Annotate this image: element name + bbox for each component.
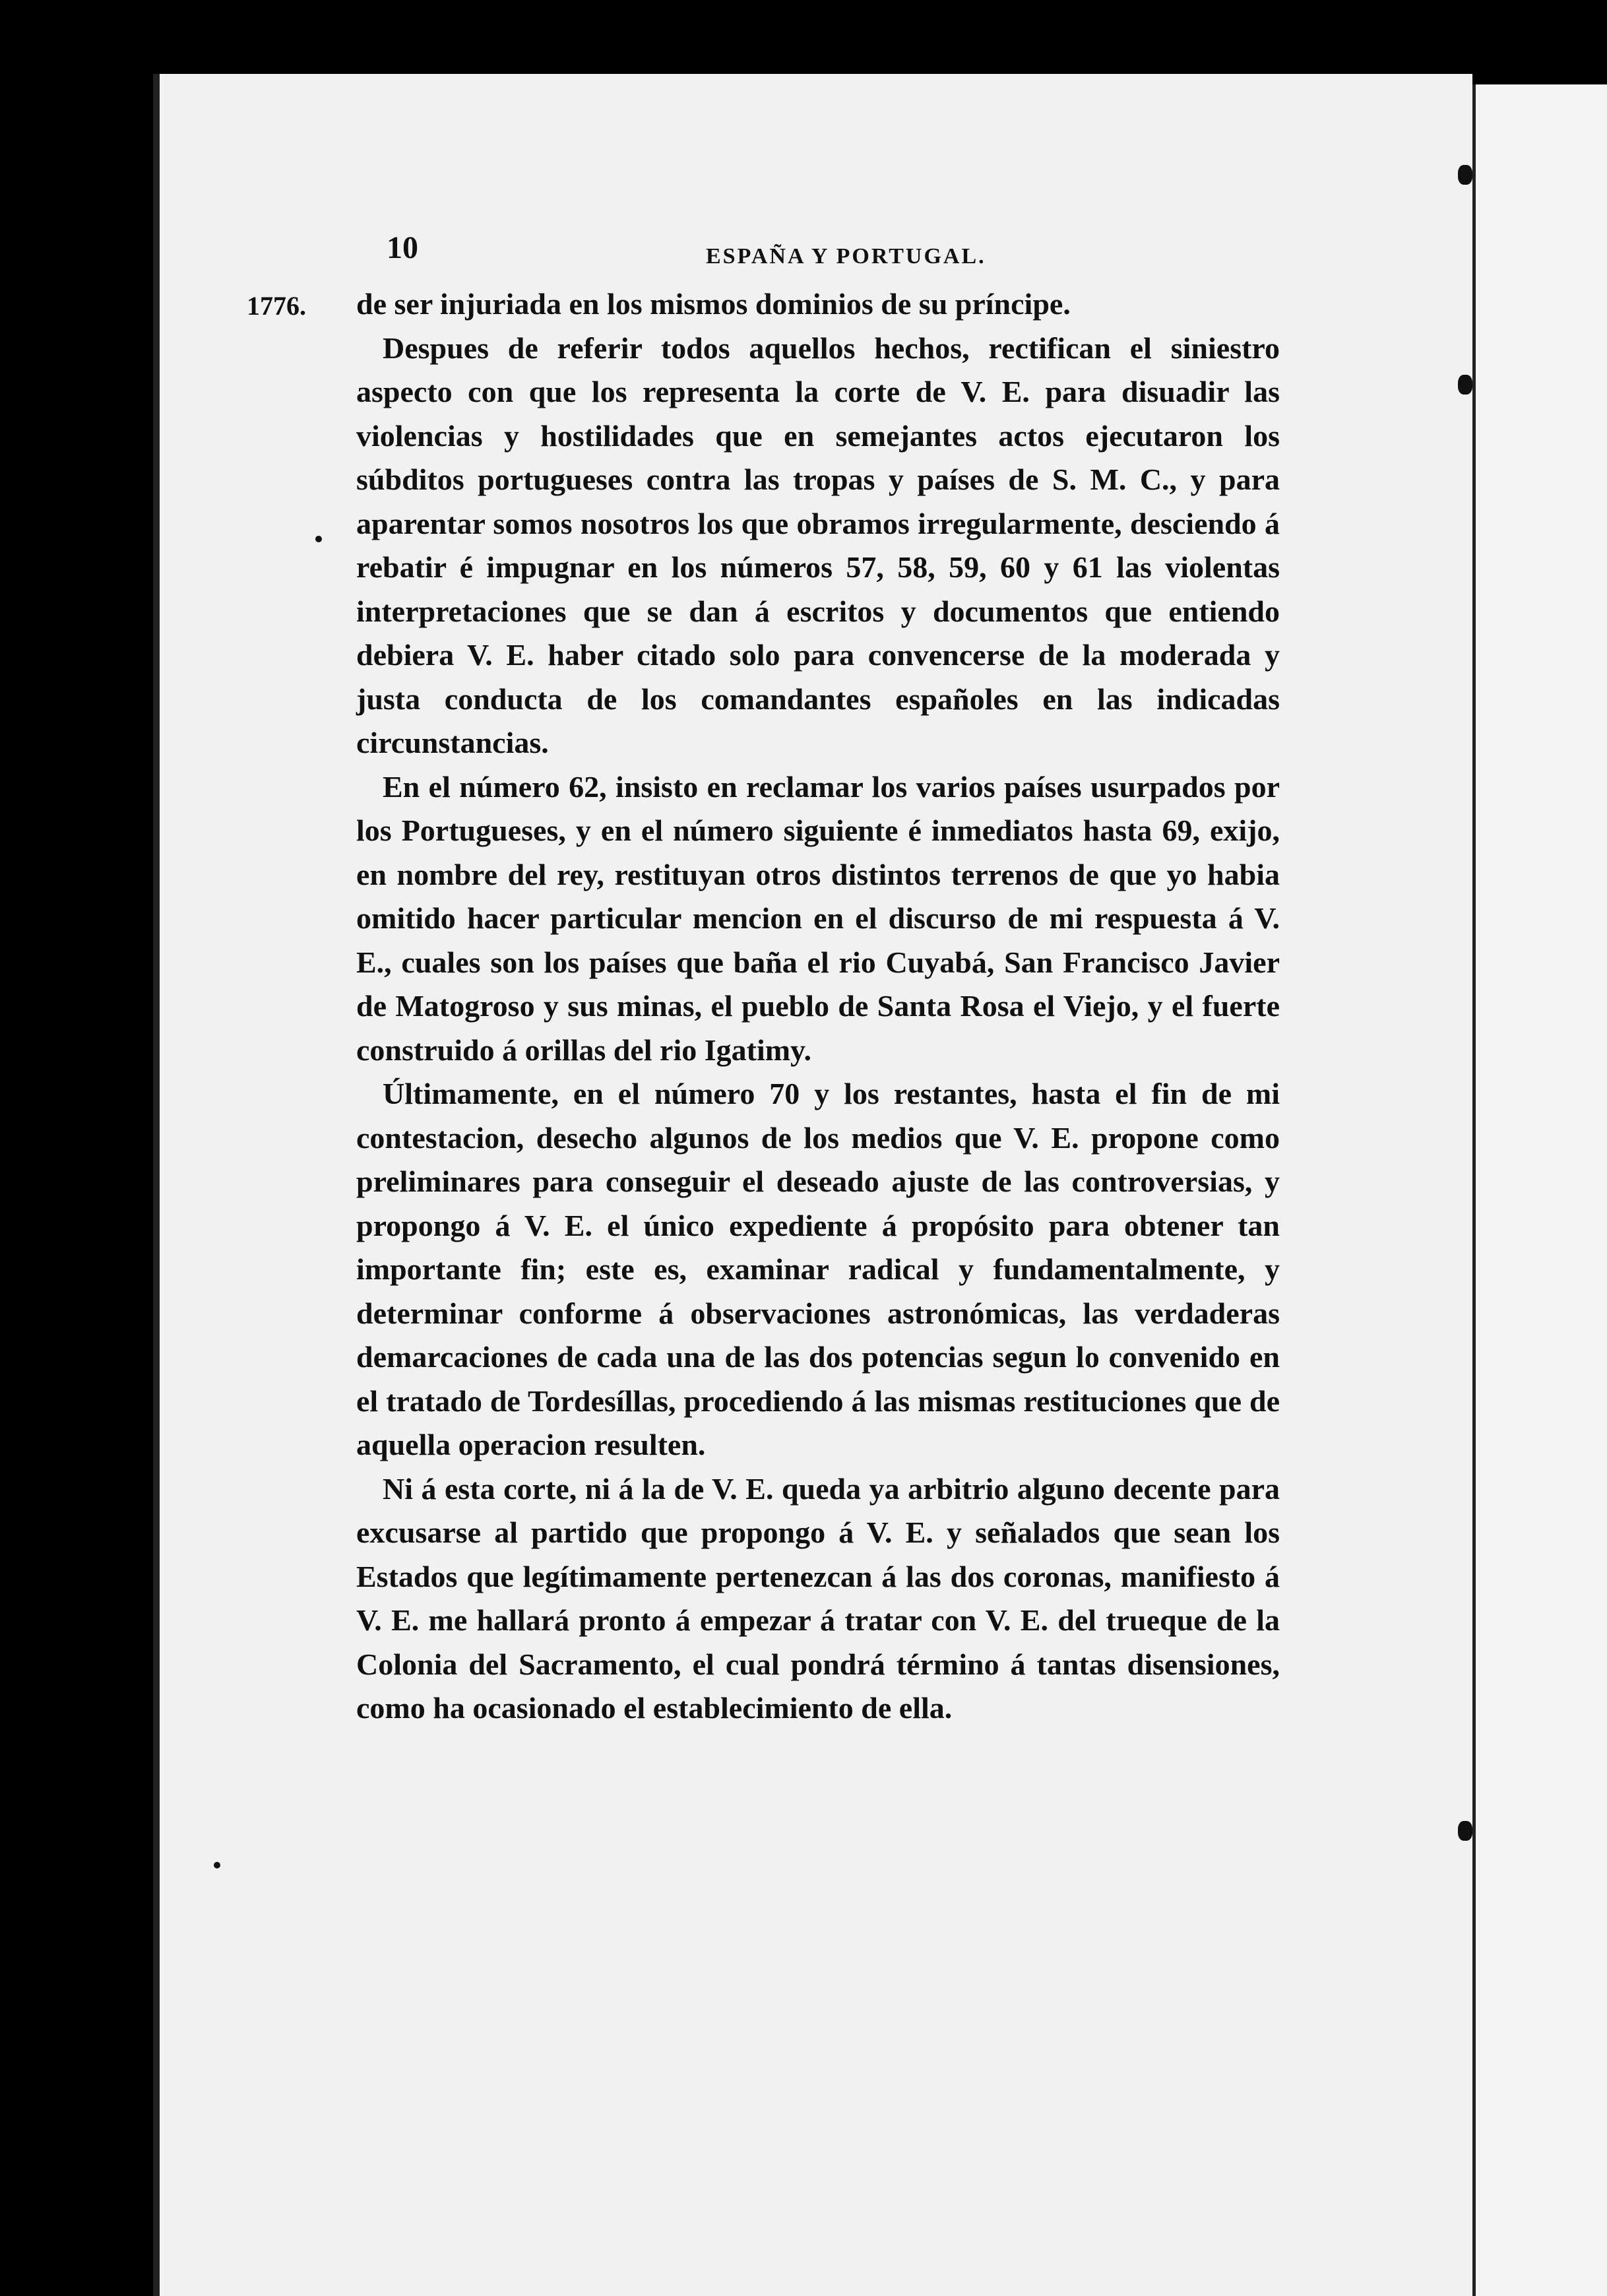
paragraph: Últimamente, en el número 70 y los restantes, hasta el fin de mi contestacion, desecho algunos de los medios que V. E. propone como preliminares para conseguir el deseado ajuste de las controversias, y propongo á V. E. el único expediente á propósito para obtener tan importante fin; este es, examinar radical y fundamentalmente, y determinar conforme á observaciones astronómicas, las verdaderas demarcaciones de cada una de las dos potencias segun lo convenido en el tratado de Tordesíllas, procediendo á las mismas restituciones que de aquella operacion resulten. <box>356 1077 1280 1461</box>
facing-page-edge <box>1472 84 1607 2296</box>
paragraph: Despues de referir todos aquellos hechos, rectifican el siniestro aspecto con que los representa la corte de V. E. para disuadir las violencias y hostilidades que en semejantes actos ejecutaron los súbditos portugueses contra las tropas y países de S. M. C., y para aparentar somos nosotros los que obramos irregularmente, desciendo á rebatir é impugnar en los números 57, 58, 59, 60 y 61 las violentas interpretaciones que se dan á escritos y documentos que entiendo debiera V. E. haber citado solo para convencerse de la moderada y justa conducta de los comandantes españoles en las indicadas circunstancias. <box>356 331 1280 759</box>
bleed-mark <box>1458 165 1472 185</box>
paragraph: de ser injuriada en los mismos dominios de su príncipe. <box>356 287 1071 321</box>
body-text <box>356 282 1280 1731</box>
running-head: ESPAÑA Y PORTUGAL. <box>706 244 986 269</box>
page-number: 10 <box>387 230 418 265</box>
speck <box>214 1862 220 1868</box>
bleed-mark <box>1458 375 1472 395</box>
bleed-mark <box>1458 1821 1472 1841</box>
margin-year: 1776. <box>247 291 306 321</box>
paragraph: En el número 62, insisto en reclamar los varios países usurpados por los Portugueses, y en el número siguiente é inmediatos hasta 69, exijo, en nombre del rey, restituyan otros distintos terrenos de que yo habia omitido hacer particular mencion en el discurso de mi respuesta á V. E., cuales son los países que baña el rio Cuyabá, San Francisco Javier de Matogroso y sus minas, el pueblo de Santa Rosa el Viejo, y el fuerte construido á orillas del rio Igatimy. <box>356 769 1280 1067</box>
speck <box>315 536 322 542</box>
paragraph: Ni á esta corte, ni á la de V. E. queda ya arbitrio alguno decente para excusarse al partido que propongo á V. E. y señalados que sean los Estados que legítimamente pertenezcan á las dos coronas, manifiesto á V. E. me hallará pronto á empezar á tratar con V. E. del trueque de la Colonia del Sacramento, el cual pondrá término á tantas disensiones, como ha ocasionado el establecimiento de ella. <box>356 1471 1280 1725</box>
